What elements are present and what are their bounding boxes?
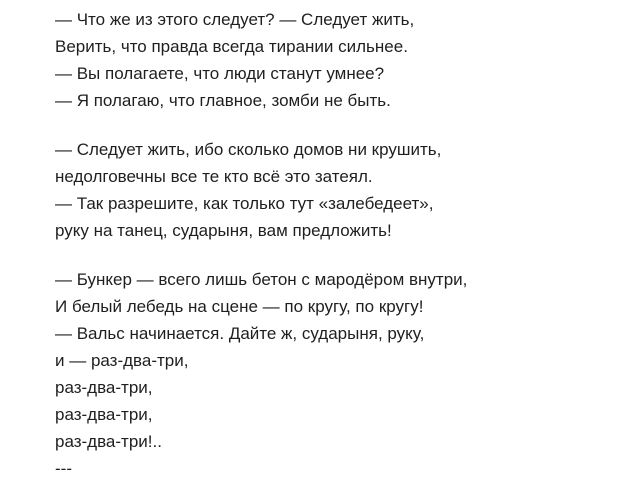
poem-line: — Так разрешите, как только тут «залебедеет», bbox=[55, 194, 434, 213]
poem-stanza-2 bbox=[55, 136, 606, 244]
poem-line: раз-два-три, bbox=[55, 405, 153, 424]
poem-stanza-3 bbox=[55, 266, 606, 482]
poem-line: — Вальс начинается. Дайте ж, сударыня, руку, bbox=[55, 324, 425, 343]
poem-line: И белый лебедь на сцене — по кругу, по кругу! bbox=[55, 297, 424, 316]
poem-line: недолговечны все те кто всё это затеял. bbox=[55, 167, 373, 186]
poem-line: раз-два-три!.. bbox=[55, 432, 162, 451]
poem-stanza-1 bbox=[55, 6, 606, 114]
poem-line: Верить, что правда всегда тирании сильнее. bbox=[55, 37, 408, 56]
poem-end-divider: --- bbox=[55, 459, 72, 478]
poem-line: — Вы полагаете, что люди станут умнее? bbox=[55, 64, 385, 83]
poem-line: — Следует жить, ибо сколько домов ни крушить, bbox=[55, 140, 442, 159]
poem-line: — Бункер — всего лишь бетон с мародёром внутри, bbox=[55, 270, 468, 289]
poem-line: раз-два-три, bbox=[55, 378, 153, 397]
poem-line: — Я полагаю, что главное, зомби не быть. bbox=[55, 91, 391, 110]
poem-line: руку на танец, сударыня, вам предложить! bbox=[55, 221, 392, 240]
poem-line: — Что же из этого следует? — Следует жить, bbox=[55, 10, 415, 29]
poem-line: и — раз-два-три, bbox=[55, 351, 189, 370]
